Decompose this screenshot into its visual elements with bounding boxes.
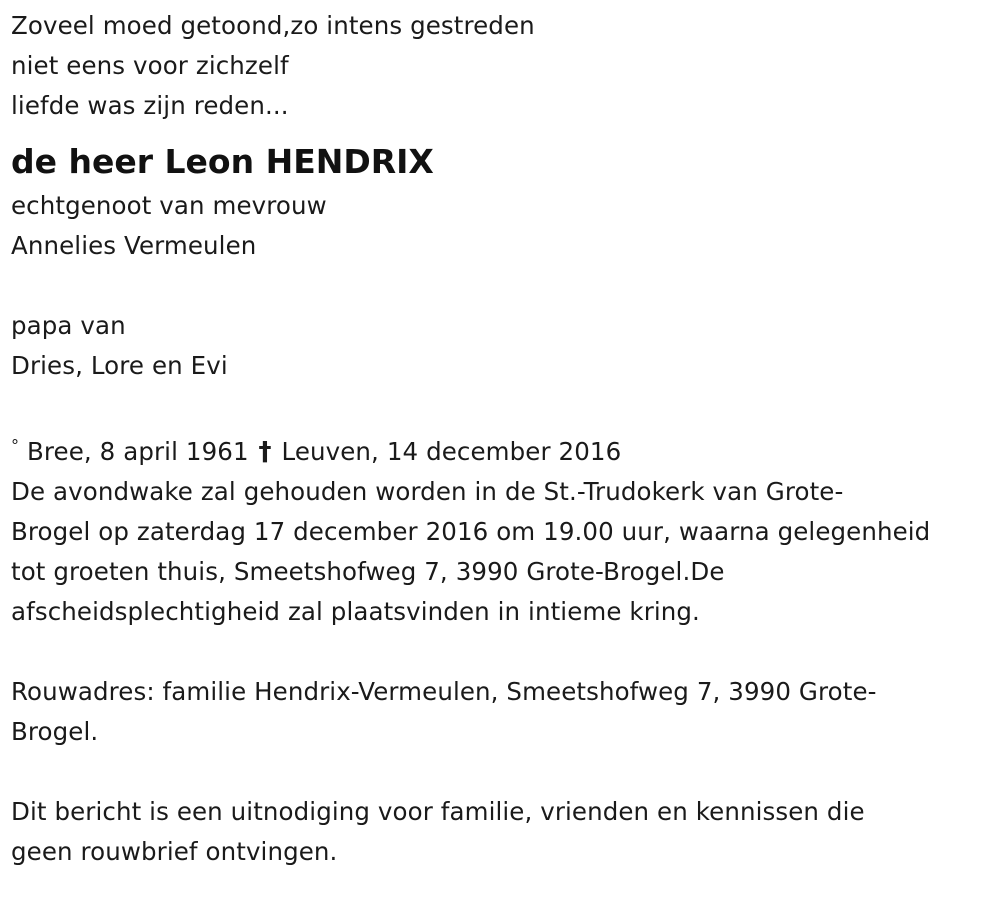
poem-line: Zoveel moed getoond,zo intens gestreden [11,11,535,40]
children-names: Dries, Lore en Evi [11,351,228,380]
spouse-block [11,186,991,266]
announcement-line: De avondwake zal gehouden worden in de St.-Trudokerk van Grote- [11,477,844,506]
birth-symbol: ° [11,436,20,455]
announcement-line: Brogel op zaterdag 17 december 2016 om 19.00 uur, waarna gelegenheid [11,517,931,546]
deceased-name: de heer Leon HENDRIX [11,142,434,181]
spacer [11,752,991,792]
spacer [11,386,991,426]
children-block [11,306,991,386]
invitation-notice [11,792,991,872]
address-line: Brogel. [11,717,99,746]
spouse-label: echtgenoot van mevrouw [11,191,327,220]
announcement-line: tot groeten thuis, Smeetshofweg 7, 3990 Grote-Brogel.De [11,557,725,586]
mourning-address [11,672,991,752]
spouse-name: Annelies Vermeulen [11,231,257,260]
address-line: Rouwadres: familie Hendrix-Vermeulen, Smeetshofweg 7, 3990 Grote- [11,677,877,706]
children-label: papa van [11,311,126,340]
spacer [11,632,991,672]
poem [11,6,991,126]
poem-line: niet eens voor zichzelf [11,51,289,80]
announcement-line: afscheidsplechtigheid zal plaatsvinden in intieme kring. [11,597,700,626]
birth-date: Bree, 8 april 1961 [27,437,249,466]
announcement [11,472,991,632]
cross-icon: † [258,437,272,467]
spacer [11,266,991,306]
poem-line: liefde was zijn reden... [11,91,289,120]
death-date: Leuven, 14 december 2016 [281,437,622,466]
notice-line: Dit bericht is een uitnodiging voor familie, vrienden en kennissen die [11,797,865,826]
obituary-document [11,6,991,872]
notice-line: geen rouwbrief ontvingen. [11,837,338,866]
life-dates [11,426,991,472]
